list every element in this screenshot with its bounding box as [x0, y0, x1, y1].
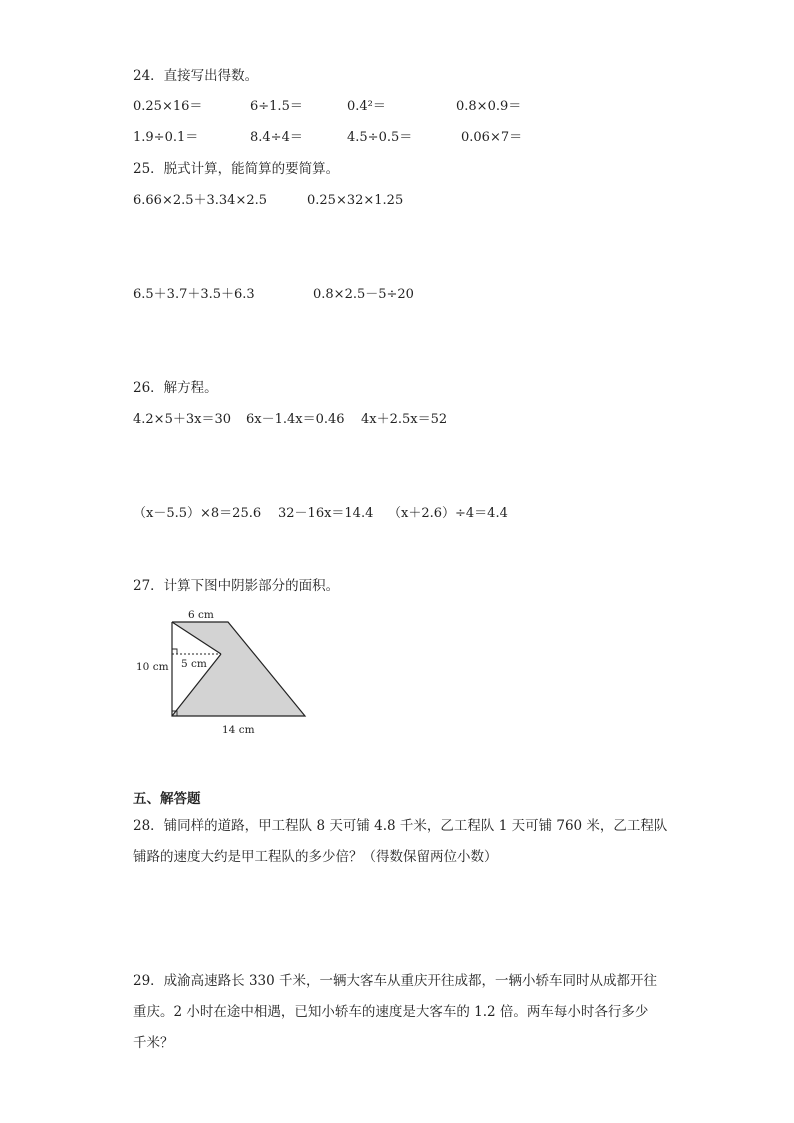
figure-top-label: 6 cm: [188, 609, 214, 621]
q24-r2-item2: 8.4÷4＝: [250, 130, 303, 145]
q24-r1-item3: 0.4²＝: [347, 99, 386, 114]
figure-inner-label: 5 cm: [181, 658, 207, 670]
q26-r2-item3: （x＋2.6）÷4＝4.4: [388, 506, 508, 521]
q25-r1-item1: 6.66×2.5＋3.34×2.5: [133, 193, 268, 208]
q24-r1-item1: 0.25×16＝: [133, 99, 203, 114]
figure-left-label: 10 cm: [136, 661, 169, 673]
q28-line2: 铺路的速度大约是甲工程队的多少倍？（得数保留两位小数）: [133, 849, 498, 865]
q25-r1-item2: 0.25×32×1.25: [307, 193, 404, 208]
shaded-area-figure: [128, 604, 318, 744]
q25-title: 25．脱式计算，能简算的要简算。: [133, 161, 340, 177]
q29-line3: 千米？: [133, 1035, 174, 1051]
q27-title: 27．计算下图中阴影部分的面积。: [133, 578, 340, 594]
q26-r1-item1: 4.2×5＋3x＝30: [133, 412, 231, 427]
q24-r2-item1: 1.9÷0.1＝: [133, 130, 199, 145]
q29-line2: 重庆。2 小时在途中相遇，已知小轿车的速度是大客车的 1.2 倍。两车每小时各行多少: [133, 1004, 649, 1020]
q26-r1-item2: 6x－1.4x＝0.46: [246, 412, 345, 427]
q26-r2-item2: 32－16x＝14.4: [278, 506, 374, 521]
q25-r2-item1: 6.5＋3.7＋3.5＋6.3: [133, 287, 255, 302]
q28-line1: 28．铺同样的道路，甲工程队 8 天可铺 4.8 千米，乙工程队 1 天可铺 760 米，乙工程队: [133, 818, 668, 834]
q24-r2-item4: 0.06×7＝: [461, 130, 523, 145]
figure-bottom-label: 14 cm: [222, 724, 255, 736]
q24-r1-item2: 6÷1.5＝: [250, 99, 303, 114]
q24-r1-item4: 0.8×0.9＝: [456, 99, 522, 114]
q26-r1-item3: 4x＋2.5x＝52: [361, 412, 448, 427]
q26-r2-item1: （x－5.5）×8＝25.6: [133, 506, 262, 521]
right-angle-mark-top: [172, 649, 177, 654]
q24-title: 24．直接写出得数。: [133, 68, 259, 84]
section5-title: 五、解答题: [133, 791, 201, 807]
q29-line1: 29．成渝高速路长 330 千米，一辆大客车从重庆开往成都，一辆小轿车同时从成都开往: [133, 973, 658, 989]
q24-r2-item3: 4.5÷0.5＝: [347, 130, 413, 145]
q25-r2-item2: 0.8×2.5－5÷20: [313, 287, 414, 302]
q26-title: 26．解方程。: [133, 380, 218, 396]
